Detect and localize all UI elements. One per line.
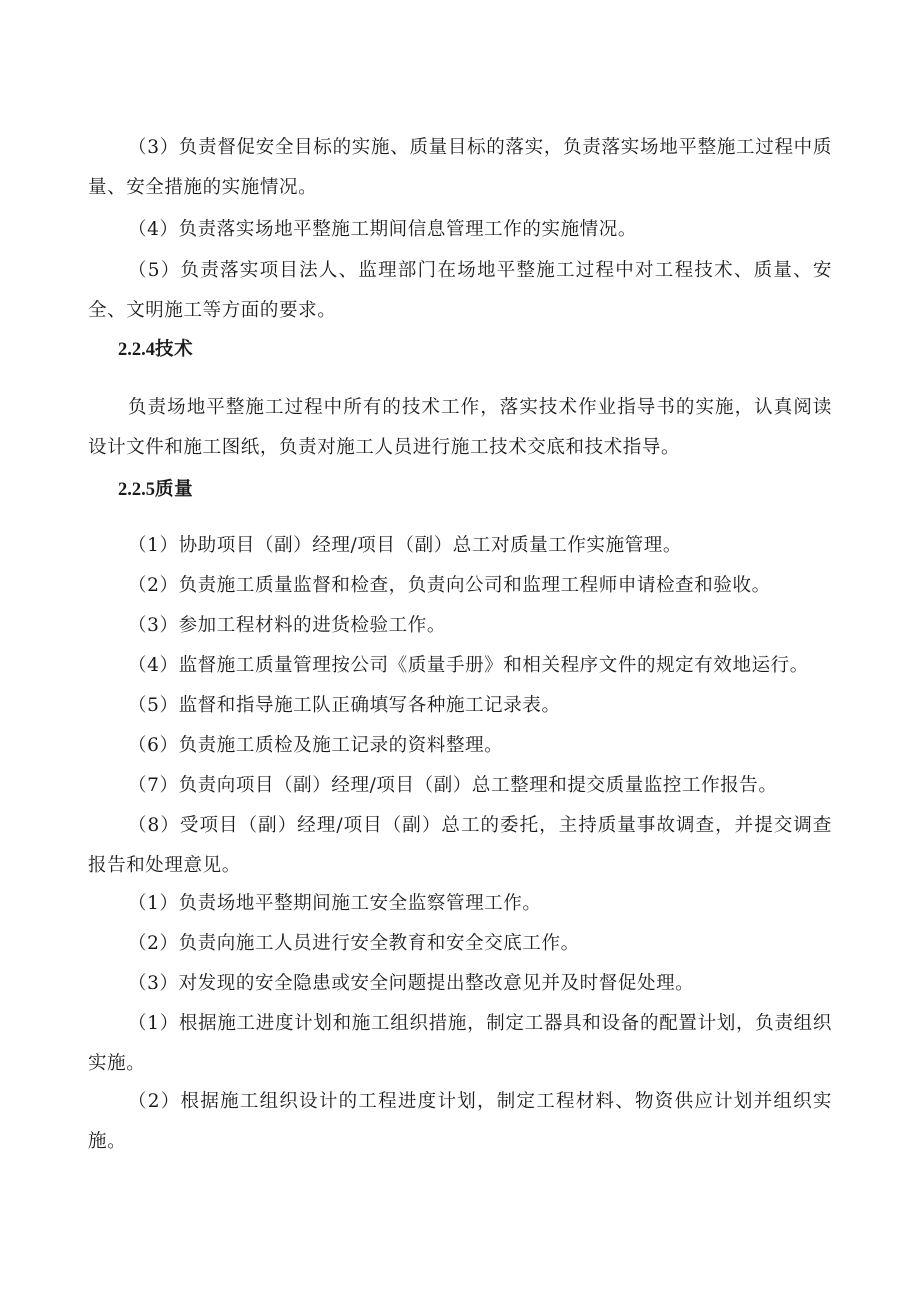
list-item-material-2: （2）根据施工组织设计的工程进度计划，制定工程材料、物资供应计划并组织实施。 [88,1091,832,1152]
list-item-quality-8: （8）受项目（副）经理/项目（副）总工的委托，主持质量事故调查，并提交调查报告和处理意见。 [88,815,832,876]
section-number: 2.2.4 [118,340,155,360]
list-item-quality-5: （5）监督和指导施工队正确填写各种施工记录表。 [128,695,561,716]
list-item-material-1: （1）根据施工进度计划和施工组织措施，制定工器具和设备的配置计划，负责组织实施。 [88,1013,832,1074]
list-item-quality-7: （7）负责向项目（副）经理/项目（副）总工整理和提交质量监控工作报告。 [128,775,778,796]
section-title: 质量 [155,479,194,500]
list-item-safety-2: （2）负责向施工人员进行安全教育和安全交底工作。 [128,933,580,954]
section-title: 技术 [155,339,194,360]
section-heading-quality [118,476,193,504]
section-number: 2.2.5 [118,480,155,500]
list-item-quality-1: （1）协助项目（副）经理/项目（副）总工对质量工作实施管理。 [128,535,683,556]
list-item-safety-1: （1）负责场地平整期间施工安全监察管理工作。 [128,893,542,914]
list-item-quality-6: （6）负责施工质检及施工记录的资料整理。 [128,735,504,756]
paragraph-responsibility-4: （4）负责落实场地平整施工期间信息管理工作的实施情况。 [128,219,637,240]
section-heading-tech [118,336,193,364]
paragraph-responsibility-5: （5）负责落实项目法人、监理部门在场地平整施工过程中对工程技术、质量、安全、文明施工等方面的要求。 [88,260,832,321]
paragraph-tech: 负责场地平整施工过程中所有的技术工作，落实技术作业指导书的实施，认真阅读设计文件和施工图纸，负责对施工人员进行施工技术交底和技术指导。 [88,397,832,458]
paragraph-responsibility-3: （3）负责督促安全目标的实施、质量目标的落实，负责落实场地平整施工过程中质量、安全措施的实施情况。 [88,137,832,198]
list-item-quality-2: （2）负责施工质量监督和检查，负责向公司和监理工程师申请检查和验收。 [128,575,771,596]
list-item-quality-3: （3）参加工程材料的进货检验工作。 [128,615,446,636]
list-item-safety-3: （3）对发现的安全隐患或安全问题提出整改意见并及时督促处理。 [128,973,695,994]
list-item-quality-4: （4）监督施工质量管理按公司《质量手册》和相关程序文件的规定有效地运行。 [128,655,809,676]
